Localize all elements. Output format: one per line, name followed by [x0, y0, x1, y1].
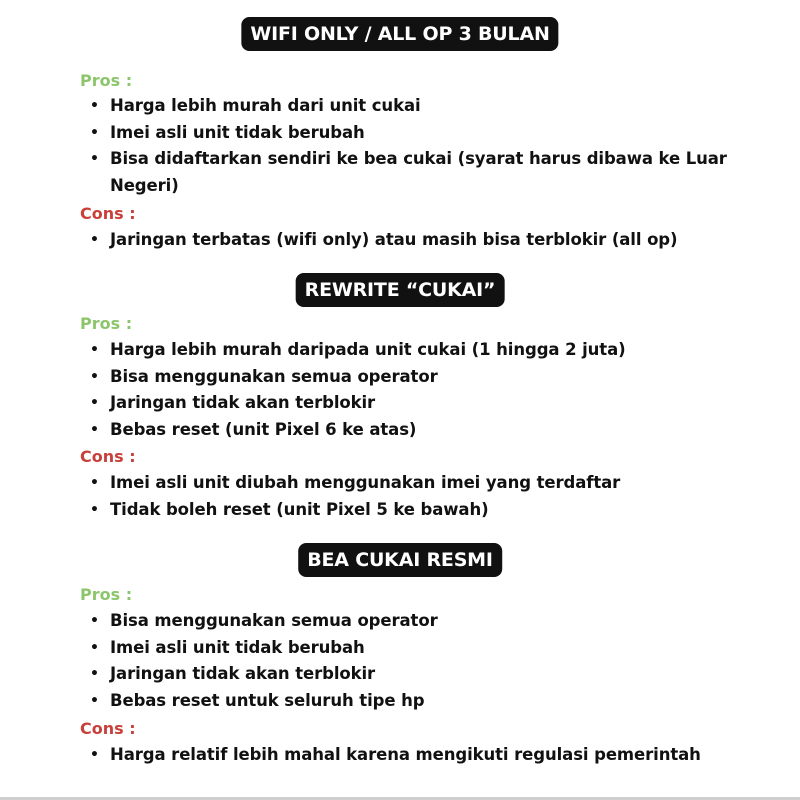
bullet-icon: •: [90, 98, 99, 114]
list-item-text: Bisa didaftarkan sendiri ke bea cukai (syarat harus dibawa ke Luar Negeri): [110, 149, 727, 195]
list-item: [0, 661, 730, 688]
section-title-rewrite-cukai: REWRITE “CUKAI”: [296, 273, 505, 307]
pros-label: Pros :: [80, 585, 133, 604]
section-title-bea-cukai-resmi: BEA CUKAI RESMI: [298, 543, 502, 577]
list-item: [0, 390, 730, 417]
pros-list: [0, 93, 730, 199]
list-item-text: Jaringan tidak akan terblokir: [110, 393, 376, 412]
list-item: [0, 742, 730, 769]
cons-list: [0, 470, 730, 523]
bullet-icon: •: [90, 421, 99, 438]
list-item-text: Jaringan tidak akan terblokir: [110, 664, 376, 683]
list-item: [0, 146, 730, 199]
list-item: [0, 688, 730, 715]
bullet-icon: •: [90, 639, 99, 656]
list-item-text: Imei asli unit tidak berubah: [110, 637, 365, 657]
cons-list: [0, 742, 730, 769]
bullet-icon: •: [90, 342, 99, 358]
bullet-icon: •: [90, 475, 99, 491]
pros-list: [0, 608, 730, 714]
cons-list: [0, 227, 730, 254]
bullet-icon: •: [90, 124, 99, 141]
list-item-text: Bisa menggunakan semua operator: [110, 366, 438, 386]
list-item: [0, 608, 730, 635]
list-item: [0, 93, 730, 120]
cons-label: Cons :: [80, 204, 136, 223]
list-item: [0, 635, 730, 662]
list-item: [0, 417, 730, 444]
list-item-text: Harga lebih murah daripada unit cukai (1 hingga 2 juta): [110, 340, 626, 359]
list-item: [0, 470, 730, 497]
list-item-text: Bisa menggunakan semua operator: [110, 611, 438, 630]
bullet-icon: •: [90, 395, 99, 411]
list-item-text: Bebas reset (unit Pixel 6 ke atas): [110, 419, 417, 439]
list-item: [0, 497, 730, 524]
bullet-icon: •: [90, 692, 99, 709]
list-item: [0, 120, 730, 147]
list-item-text: Imei asli unit tidak berubah: [110, 122, 365, 142]
pros-label: Pros :: [80, 71, 133, 90]
list-item-text: Bebas reset untuk seluruh tipe hp: [110, 690, 425, 710]
bullet-icon: •: [90, 501, 99, 518]
list-item: [0, 364, 730, 391]
bullet-icon: •: [90, 232, 99, 248]
list-item-text: Harga lebih murah dari unit cukai: [110, 96, 421, 115]
list-item-text: Harga relatif lebih mahal karena mengikuti regulasi pemerintah: [110, 745, 701, 764]
bullet-icon: •: [90, 368, 99, 385]
pros-list: [0, 337, 730, 443]
bullet-icon: •: [90, 747, 99, 763]
pros-label: Pros :: [80, 314, 133, 333]
section-title-wifi-only: WIFI ONLY / ALL OP 3 BULAN: [241, 17, 558, 51]
list-item: [0, 337, 730, 364]
bullet-icon: •: [90, 666, 99, 682]
cons-label: Cons :: [80, 719, 136, 738]
list-item: [0, 227, 730, 254]
list-item-text: Tidak boleh reset (unit Pixel 5 ke bawah): [110, 499, 489, 519]
bullet-icon: •: [90, 151, 99, 167]
list-item-text: Imei asli unit diubah menggunakan imei yang terdaftar: [110, 473, 621, 492]
bullet-icon: •: [90, 613, 99, 629]
list-item-text: Jaringan terbatas (wifi only) atau masih bisa terblokir (all op): [110, 230, 678, 249]
cons-label: Cons :: [80, 447, 136, 466]
